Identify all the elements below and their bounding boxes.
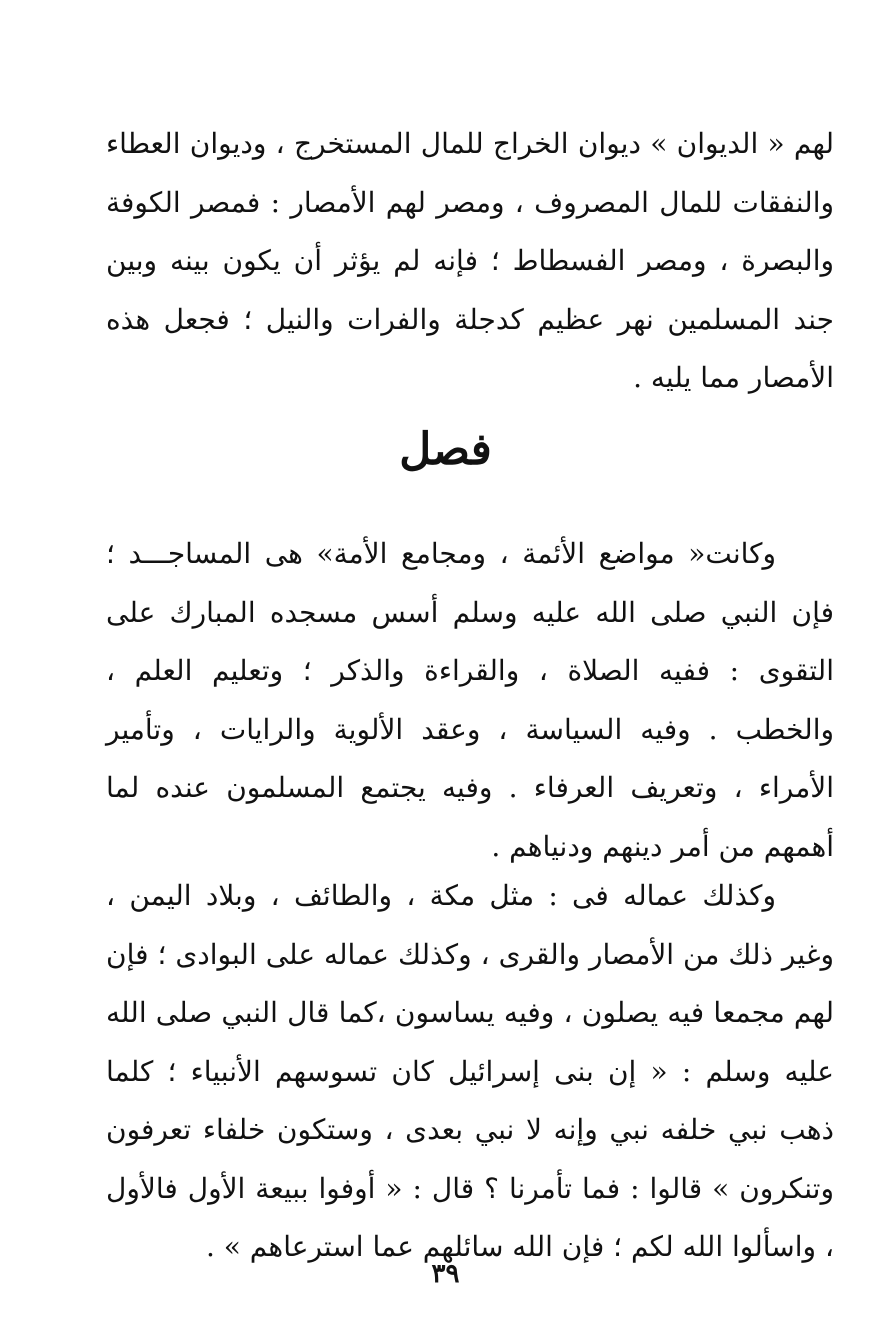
section-heading: فصل [399,424,492,475]
paragraph-mosques: وكانت« مواضع الأئمة ، ومجامع الأمة» هى المساجـــد ؛ فإن النبي صلى الله عليه وسلم أسس مسجده المبارك على التقوى : ففيه الصلاة ، والقراءة والذكر ؛ وتعليم العلم ، والخطب . وفيه السياسة ، وعقد الألوية والرايات ، وتأمير الأمراء ، وتعريف العرفاء . وفيه يجتمع المسلمون عنده لما أهمهم من أمر دينهم ودنياهم . [106,537,834,863]
paragraph-governors: وكذلك عماله فى : مثل مكة ، والطائف ، وبلاد اليمن ، وغير ذلك من الأمصار والقرى ، وكذلك عماله على البوادى ؛ فإن لهم مجمعا فيه يصلون ، وفيه يساسون ،كما قال النبي صلى الله عليه وسلم : « إن بنى إسرائيل كان تسوسهم الأنبياء ؛ كلما ذهب نبي خلفه نبي وإنه لا نبي بعدى ، وستكون خلفاء تعرفون وتنكرون » قالوا : فما تأمرنا ؟ قال : « أوفوا ببيعة الأول فالأول ، واسألوا الله لكم ؛ فإن الله سائلهم عما استرعاهم » . [106,879,834,1263]
page-number: ٣٩ [431,1259,460,1289]
paragraph-diwan: لهم « الديوان » ديوان الخراج للمال المستخرج ، وديوان العطاء والنفقات للمال المصروف ، ومصر لهم الأمصار : فمصر الكوفة والبصرة ، ومصر الفسطاط ؛ فإنه لم يؤثر أن يكون بينه وبين جند المسلمين نهر عظيم كدجلة والفرات والنيل ؛ فجعل هذه الأمصار مما يليه . [106,127,834,394]
